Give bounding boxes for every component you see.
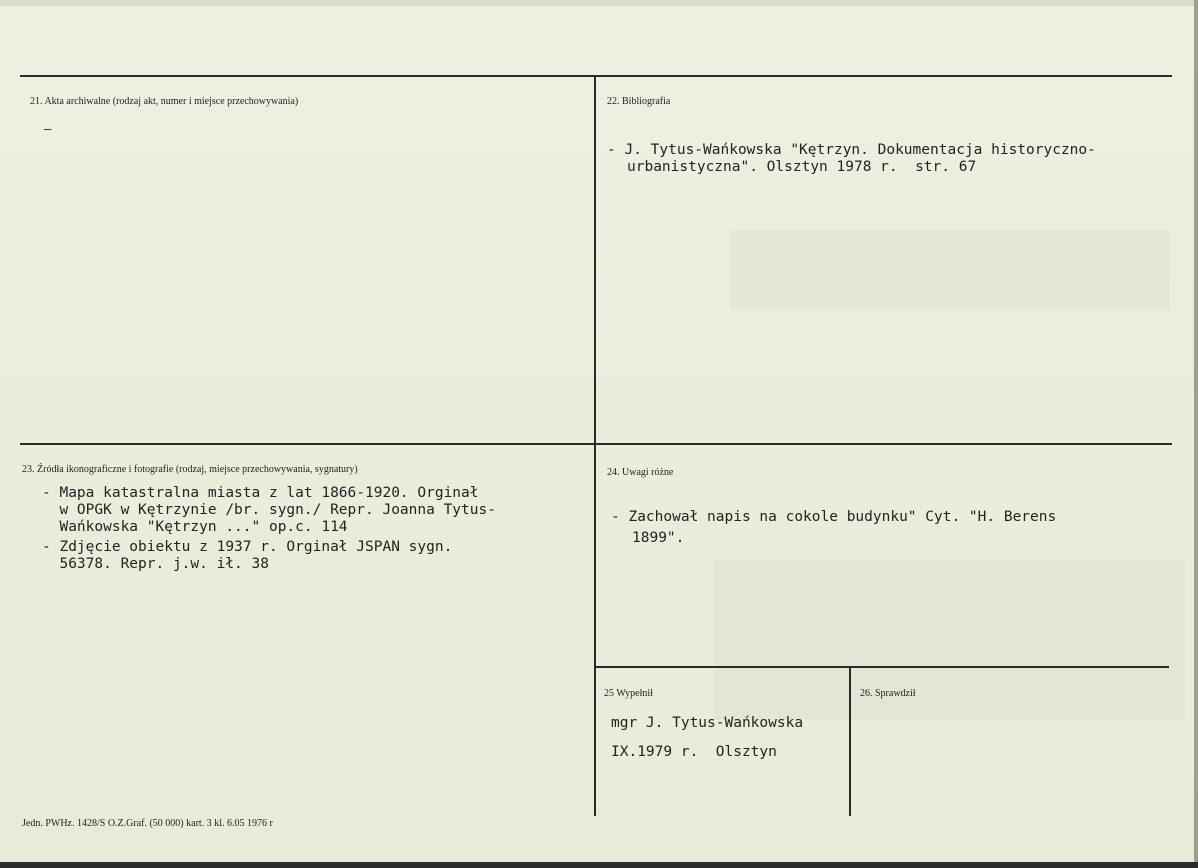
section-23-line-4: - Zdjęcie obiektu z 1937 r. Orginał JSPAN sygn. <box>42 539 453 555</box>
section-21-label: 21. Akta archiwalne (rodzaj akt, numer i miejsce przechowywania) <box>30 96 299 107</box>
scan-bottom-edge <box>0 862 1198 868</box>
section-25-label: 25 Wypełnił <box>604 688 653 699</box>
rule-signature-divider <box>849 667 851 816</box>
section-24-line-2: 1899". <box>632 530 685 546</box>
section-23-line-2: w OPGK w Kętrzynie /br. sygn./ Repr. Joanna Tytus- <box>42 502 496 518</box>
show-through-stain-lower <box>715 560 1185 720</box>
section-22-line-1: - J. Tytus-Wańkowska "Kętrzyn. Dokumentacja historyczno- <box>607 142 1096 158</box>
section-21-content: — <box>44 122 52 136</box>
scan-top-edge <box>0 0 1198 6</box>
section-23-line-3: Wańkowska "Kętrzyn ..." op.c. 114 <box>42 519 348 535</box>
section-23-label: 23. Źródła ikonograficzne i fotografie (rodzaj, miejsce przechowywania, sygnatury) <box>22 464 358 475</box>
form-footer: Jedn. PWHz. 1428/S O.Z.Graf. (50 000) kart. 3 kl. 6.05 1976 r <box>22 818 273 829</box>
rule-center-vertical <box>594 76 596 816</box>
section-24-label: 24. Uwagi różne <box>607 467 674 478</box>
rule-signature <box>596 666 1169 668</box>
section-25-line-1: mgr J. Tytus-Wańkowska <box>611 715 804 731</box>
section-22-label: 22. Bibliografia <box>607 96 671 107</box>
section-24-line-1: - Zachował napis na cokole budynku" Cyt. "H. Berens <box>611 509 1057 525</box>
rule-top <box>20 75 1172 77</box>
section-23-line-1: - Mapa katastralna miasta z lat 1866-1920. Orginał <box>42 485 479 501</box>
section-25-line-2: IX.1979 r. Olsztyn <box>611 744 777 760</box>
rule-middle <box>20 443 1172 445</box>
show-through-stain <box>730 230 1170 310</box>
section-26-label: 26. Sprawdził <box>860 688 916 699</box>
section-23-line-5: 56378. Repr. j.w. ił. 38 <box>42 556 269 572</box>
scan-right-edge <box>1194 0 1198 868</box>
section-22-line-2: urbanistyczna". Olsztyn 1978 r. str. 67 <box>627 159 977 175</box>
